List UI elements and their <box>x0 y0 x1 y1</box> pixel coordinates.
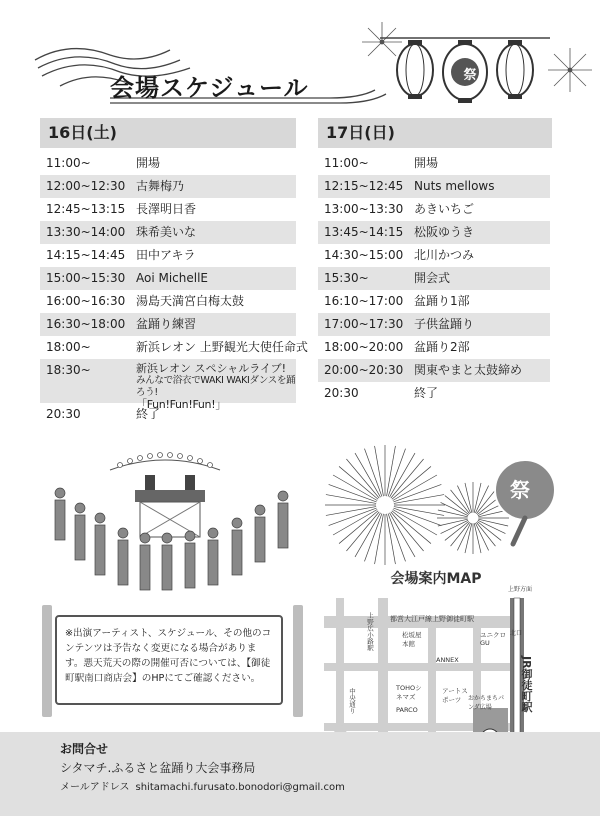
schedule-event: 北川かつみ <box>414 248 475 262</box>
day1-schedule <box>40 152 308 426</box>
schedule-time: 12:15~12:45 <box>324 179 404 193</box>
schedule-event: 開会式 <box>414 271 451 285</box>
schedule-time: 17:00~17:30 <box>324 317 404 331</box>
schedule-time: 13:45~14:15 <box>324 225 404 239</box>
map-title: 会場案内MAP <box>390 571 482 587</box>
schedule-time: 12:00~12:30 <box>46 179 126 193</box>
schedule-row <box>40 198 296 221</box>
schedule-event: 盆踊り1部 <box>414 294 470 308</box>
contact-footer <box>0 732 600 816</box>
schedule-row <box>318 290 550 313</box>
firework-ray <box>445 521 469 540</box>
schedule-row <box>318 313 550 336</box>
schedule-row <box>40 152 296 175</box>
map-label-chuo-dori: 中央通り <box>348 688 356 714</box>
schedule-event: 開場 <box>136 156 161 170</box>
bon-odori-illustration <box>40 445 310 595</box>
schedule-event: 松阪ゆうき <box>414 225 475 239</box>
fan-label: 祭 <box>510 478 530 502</box>
schedule-row <box>40 313 296 336</box>
schedule-event: 終了 <box>414 386 439 400</box>
schedule-event: 新浜レオン 上野観光大使任命式 <box>136 340 308 354</box>
schedule-event: Aoi MichellE <box>136 271 209 285</box>
schedule-row <box>40 359 296 411</box>
map-label-uniqlo: ユニクロGU <box>480 631 506 647</box>
schedule-row <box>40 267 296 290</box>
schedule-row <box>318 221 550 244</box>
schedule-event: 古舞梅乃 <box>136 179 185 193</box>
map-label-art-sports: アートスポーツ <box>442 687 468 704</box>
matsuri-badge: 祭 <box>463 68 477 83</box>
schedule-time: 14:30~15:00 <box>324 248 404 262</box>
schedule-row <box>40 175 296 198</box>
schedule-row <box>318 359 550 382</box>
right-pillar <box>293 605 303 717</box>
schedule-time: 15:00~15:30 <box>46 271 126 285</box>
map-label-kitaguchi: 北口 <box>510 630 523 637</box>
email-address[interactable]: shitamachi.furusato.bonodori@gmail.com <box>135 782 345 793</box>
contact-organization: シタマチ.ふるさと盆踊り大会事務局 <box>60 761 256 775</box>
schedule-event: 珠希美いな <box>136 225 197 239</box>
day2-schedule <box>318 152 550 405</box>
schedule-time: 13:00~13:30 <box>324 202 404 216</box>
schedule-event: 田中アキラ <box>136 248 196 262</box>
day2-header: 17日(日) <box>318 118 552 148</box>
page-title: 会場スケジュール <box>110 74 309 102</box>
firework-ray <box>451 490 470 514</box>
contact-heading: お問合せ <box>60 742 109 756</box>
schedule-event: 関東やまと太鼓締め <box>414 363 523 377</box>
schedule-event: 終了 <box>136 407 161 421</box>
schedule-row <box>318 267 550 290</box>
schedule-row <box>40 244 296 267</box>
schedule-event: あきいちご <box>414 202 475 216</box>
firework-ray <box>451 522 470 546</box>
notice-text: ※出演アーティスト、スケジュール、その他のコンテンツは予告なく変更になる場合があります。悪天荒天の際の開催可否については、【御徒町駅南口商店会】のHPにてご確認ください。 <box>65 628 272 684</box>
email-label: メールアドレス <box>60 782 130 793</box>
map-label-jr: JR御徒町駅 <box>520 656 533 713</box>
schedule-time: 18:00~20:00 <box>324 340 404 354</box>
event-main: 新浜レオン スペシャルライブ! <box>136 362 287 375</box>
map-label-parco: PARCO <box>396 706 418 714</box>
schedule-time: 20:30 <box>324 386 359 400</box>
schedule-row <box>40 336 308 359</box>
schedule-time: 16:10~17:00 <box>324 294 404 308</box>
schedule-row <box>318 336 550 359</box>
map-label-matsuzakaya: 松坂屋本館 <box>402 631 422 648</box>
schedule-time: 20:00~20:30 <box>324 363 404 377</box>
schedule-time: 15:30~ <box>324 271 369 285</box>
schedule-event: 子供盆踊り <box>414 317 475 331</box>
map-label-ueno-hirokoji: 上野広小路駅 <box>366 612 374 651</box>
schedule-time: 18:00~ <box>46 340 91 354</box>
schedule-time: 16:30~18:00 <box>46 317 126 331</box>
map-label-panda-plaza: おかちまちパンダ広場 <box>468 695 505 711</box>
schedule-row <box>318 244 550 267</box>
schedule-event: 盆踊り2部 <box>414 340 470 354</box>
map-label-ueno-direction: 上野方面 <box>508 586 533 593</box>
uchiwa-fan-icon <box>487 458 567 548</box>
firework-ray <box>445 496 469 515</box>
schedule-time: 16:00~16:30 <box>46 294 126 308</box>
schedule-row <box>40 221 296 244</box>
event-sub-line: 「Fun!Fun!Fun!」 <box>136 398 227 411</box>
schedule-time: 18:30~ <box>46 363 91 377</box>
schedule-event: Nuts mellows <box>414 179 495 193</box>
notice-box <box>55 615 283 705</box>
contact-email-line <box>60 778 345 793</box>
schedule-time: 11:00~ <box>46 156 91 170</box>
schedule-event: 開場 <box>414 156 439 170</box>
schedule-event: 長澤明日香 <box>136 202 197 216</box>
map-label-toho: TOHOシネマズ <box>396 684 422 701</box>
event-sub-line: みんなで浴衣でWAKI WAKIダンスを踊ろう! <box>136 375 296 398</box>
schedule-time: 11:00~ <box>324 156 369 170</box>
schedule-time: 14:15~14:45 <box>46 248 126 262</box>
left-pillar <box>42 605 52 717</box>
schedule-time: 20:30 <box>46 407 81 421</box>
schedule-row <box>318 152 550 175</box>
day1-header: 16日(土) <box>40 118 296 148</box>
map-label-annex: ANNEX <box>436 656 459 664</box>
schedule-row <box>40 290 296 313</box>
map-label-oedo: 都営大江戸線上野御徒町駅 <box>390 615 474 623</box>
schedule-time: 13:30~14:00 <box>46 225 126 239</box>
schedule-row <box>318 382 550 405</box>
schedule-time: 12:45~13:15 <box>46 202 126 216</box>
schedule-row <box>40 403 296 426</box>
schedule-row <box>318 198 550 221</box>
title-banner <box>30 20 600 110</box>
schedule-event: 湯島天満宮白梅太鼓 <box>136 294 245 308</box>
schedule-event: 盆踊り練習 <box>136 317 197 331</box>
schedule-row <box>318 175 550 198</box>
